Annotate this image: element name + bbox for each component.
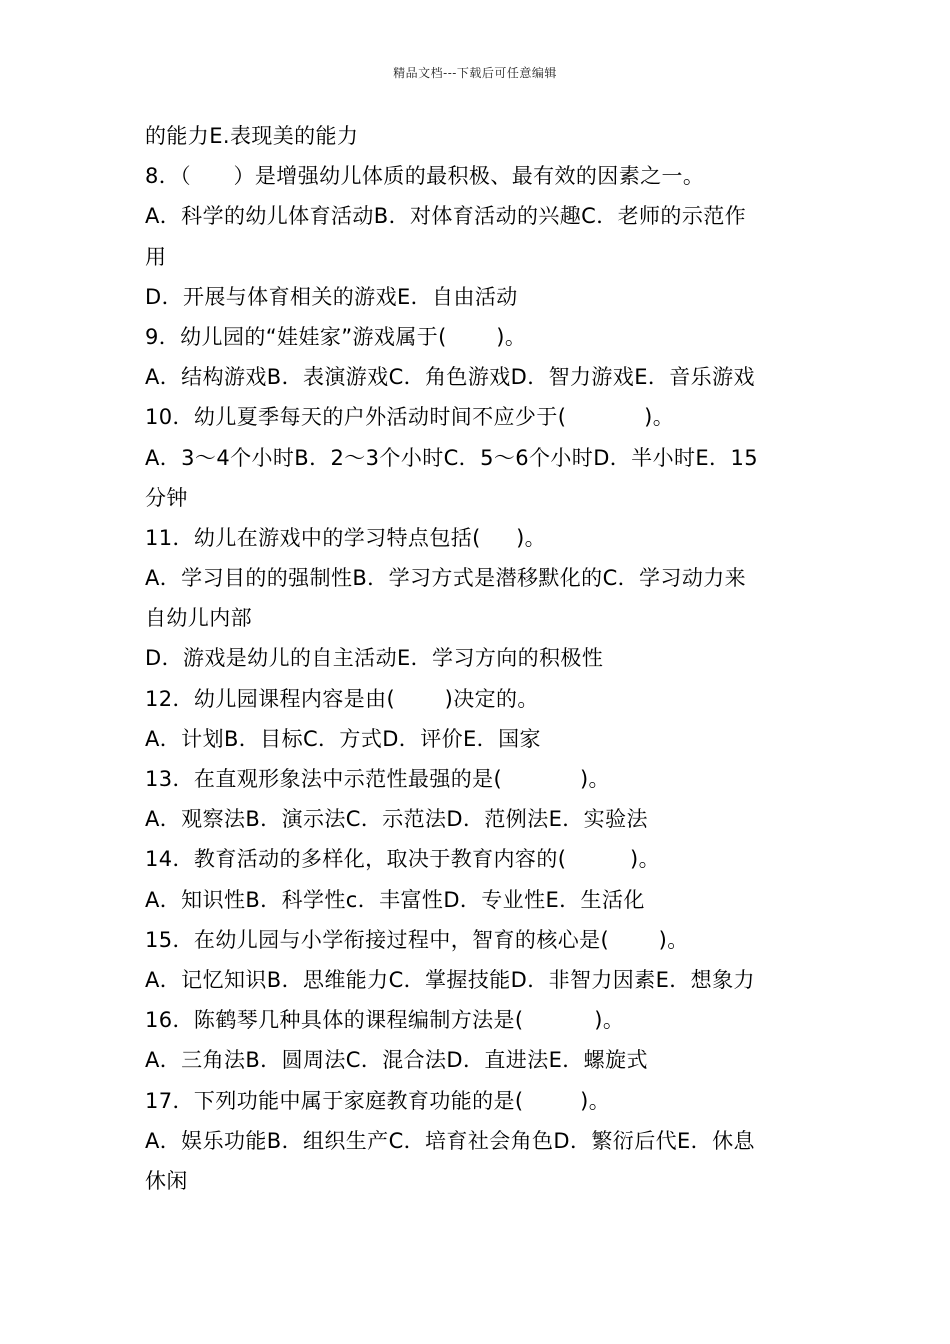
question-11-options-2: D．游戏是幼儿的自主活动E．学习方向的积极性 <box>145 646 604 671</box>
question-11: 11．幼儿在游戏中的学习特点包括( )。 <box>145 525 547 550</box>
question-14-options: A．知识性B．科学性c．丰富性D．专业性E．生活化 <box>145 887 645 912</box>
question-8-options: A．科学的幼儿体育活动B．对体育活动的兴趣C．老师的示范作 <box>145 204 747 229</box>
page-header: 精品文档---下载后可任意编辑 <box>393 66 557 80</box>
question-14: 14．教育活动的多样化，取决于教育内容的( )。 <box>145 847 660 872</box>
document-body <box>145 116 817 1201</box>
question-12-options: A．计划B．目标C．方式D．评价E．国家 <box>145 726 541 751</box>
question-10: 10．幼儿夏季每天的户外活动时间不应少于( )。 <box>145 405 675 430</box>
question-15-options: A．记忆知识B．思维能力C．掌握技能D．非智力因素E．想象力 <box>145 967 755 992</box>
question-9-options: A．结构游戏B．表演游戏C．角色游戏D．智力游戏E．音乐游戏 <box>145 365 755 390</box>
question-17: 17．下列功能中属于家庭教育功能的是( )。 <box>145 1088 611 1113</box>
question-12: 12．幼儿园课程内容是由( )决定的。 <box>145 686 539 711</box>
question-8: 8．（ ）是增强幼儿体质的最积极、最有效的因素之一。 <box>145 164 705 189</box>
text-line: 的能力E.表现美的能力 <box>145 124 359 148</box>
question-11-options-cont: 自幼儿内部 <box>145 606 252 631</box>
question-13: 13．在直观形象法中示范性最强的是( )。 <box>145 767 610 791</box>
question-17-options: A．娱乐功能B．组织生产C．培育社会角色D．繁衍后代E．休息 <box>145 1128 755 1153</box>
question-16-options: A．三角法B．圆周法C．混合法D．直进法E．螺旋式 <box>145 1048 648 1073</box>
question-11-options: A．学习目的的强制性B．学习方式是潜移默化的C．学习动力来 <box>145 566 747 591</box>
question-9: 9．幼儿园的“娃娃家”游戏属于( )。 <box>145 324 527 349</box>
question-17-options-cont: 休闲 <box>145 1168 188 1193</box>
question-10-options-cont: 分钟 <box>145 485 188 510</box>
question-10-options: A．3～4个小时B．2～3个小时C．5～6个小时D．半小时E．15 <box>145 445 758 470</box>
question-15: 15．在幼儿园与小学衔接过程中，智育的核心是( )。 <box>145 927 689 952</box>
question-8-options-2: D．开展与体育相关的游戏E．自由活动 <box>145 284 518 309</box>
question-16: 16．陈鹤琴几种具体的课程编制方法是( )。 <box>145 1008 625 1033</box>
question-13-options: A．观察法B．演示法C．示范法D．范例法E．实验法 <box>145 807 648 832</box>
question-8-options-cont: 用 <box>145 244 167 269</box>
